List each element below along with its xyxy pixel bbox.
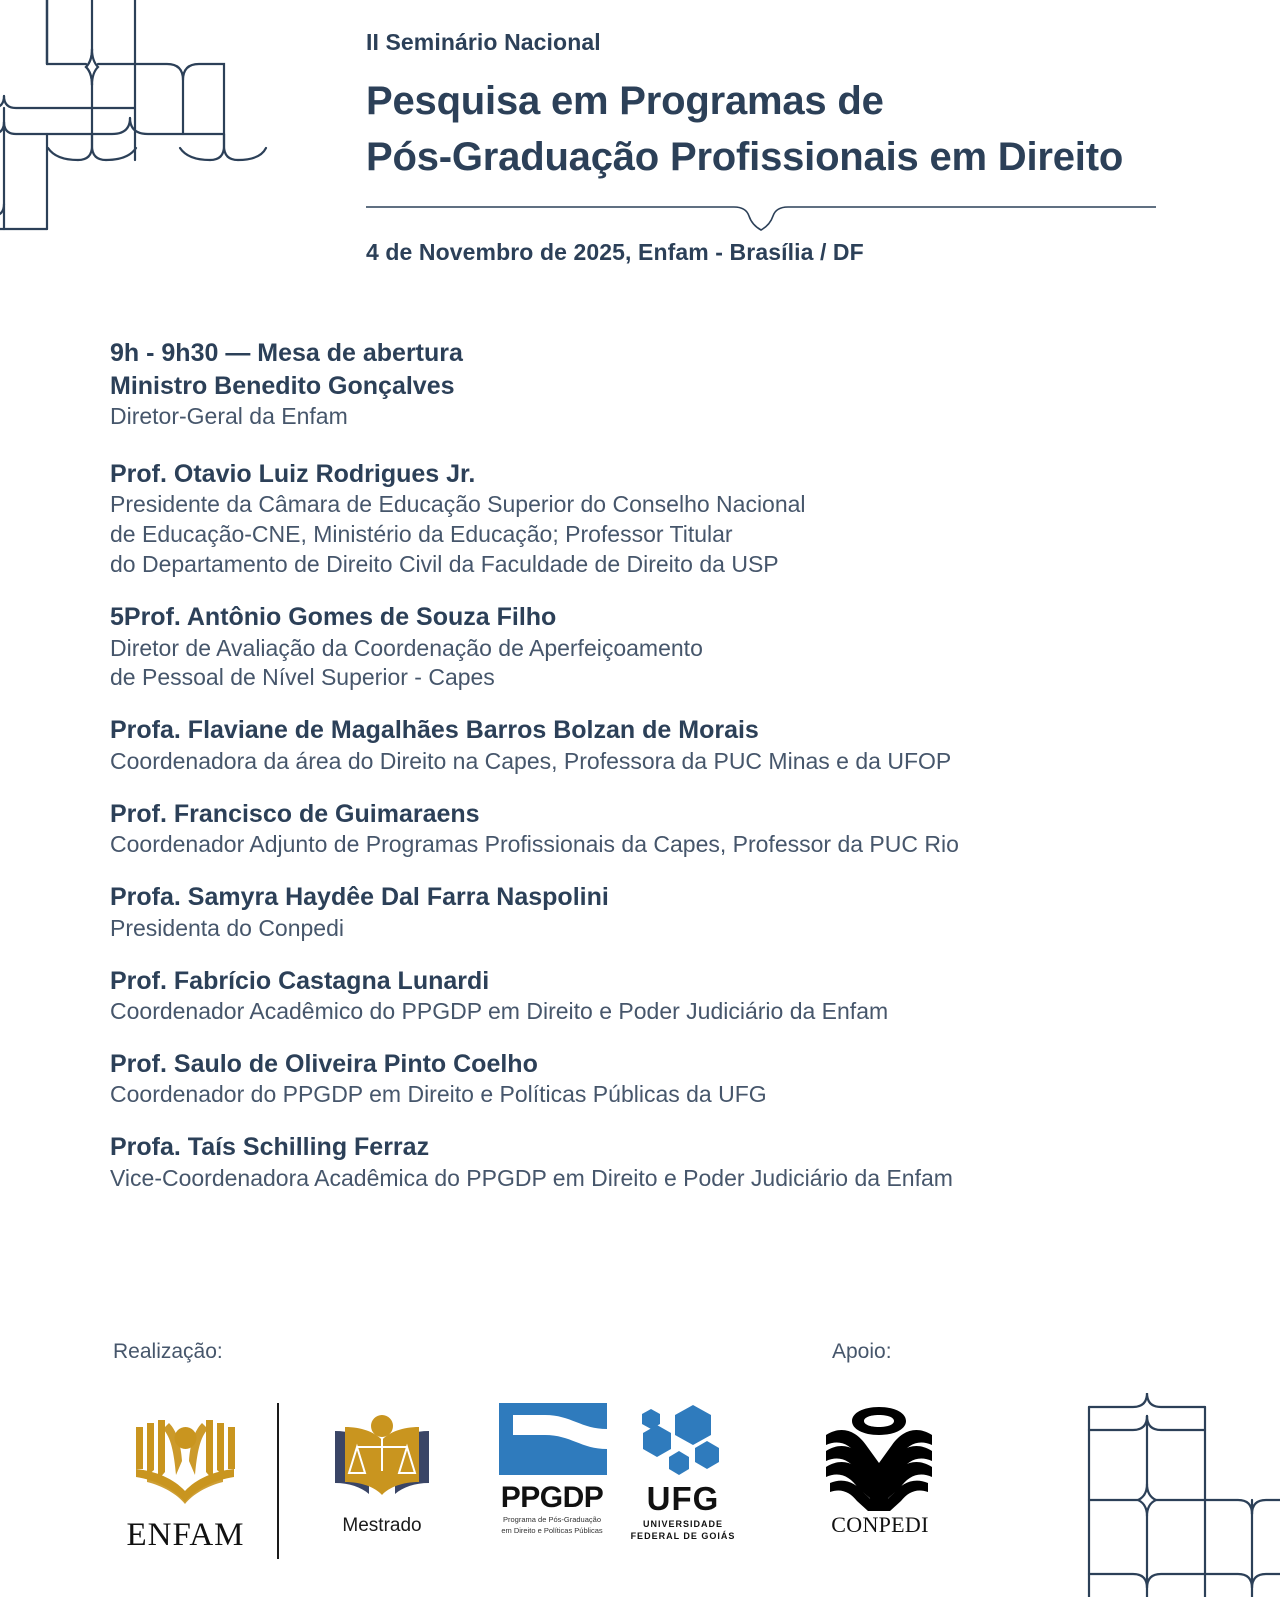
speaker-role [110, 830, 1180, 860]
speaker-name: Profa. Flaviane de Magalhães Barros Bolzan de Morais [110, 716, 759, 745]
page-title [366, 73, 1166, 185]
role-line: Coordenador Adjunto de Programas Profissionais da Capes, Professor da PUC Rio [110, 831, 959, 858]
speaker-name: Prof. Fabrício Castagna Lunardi [110, 966, 490, 995]
poster-header [366, 28, 1166, 266]
enfam-logo-caption: ENFAM [126, 1517, 245, 1553]
ufg-subtitle-line-1: UNIVERSIDADE [642, 1519, 723, 1529]
program-entry [110, 601, 1180, 693]
ppgdp-logo-caption: PPGDP [500, 1481, 604, 1514]
role-line: do Departamento de Direito Civil da Faculdade de Direito da USP [110, 551, 779, 578]
ufg-subtitle-line-2: FEDERAL DE GOIÁS [630, 1531, 736, 1542]
page-title-line-1: Pesquisa em Programas de [366, 78, 884, 123]
ufg-logo [627, 1403, 739, 1542]
enfam-book-icon [113, 1415, 258, 1510]
ufg-hexagons-icon [627, 1403, 739, 1477]
role-line: Coordenador Acadêmico do PPGDP em Direito e Poder Judiciário da Enfam [110, 998, 889, 1025]
program-entry [110, 714, 1180, 776]
speaker-name: Prof. Saulo de Oliveira Pinto Coelho [110, 1049, 538, 1078]
ppgdp-subtitle-line-1: Programa de Pós-Graduação [503, 1515, 601, 1524]
speaker-name: Profa. Samyra Haydêe Dal Farra Naspolini [110, 883, 609, 912]
role-line: Presidente da Câmara de Educação Superior do Conselho Nacional [110, 491, 806, 518]
mestrado-logo [327, 1409, 437, 1537]
speaker-role [110, 914, 1180, 944]
book-pattern-icon [0, 0, 312, 269]
conpedi-logo-caption: CONPEDI [831, 1512, 929, 1537]
enfam-logo [113, 1415, 258, 1554]
role-line: de Pessoal de Nível Superior - Capes [110, 664, 495, 691]
credits-labels [0, 1340, 1280, 1370]
speaker-role [110, 490, 1180, 580]
program-list [110, 337, 1180, 1194]
event-date-location: 4 de Novembro de 2025, Enfam - Brasília / DF [366, 238, 864, 265]
event-eyebrow: II Seminário Nacional [366, 29, 601, 55]
role-line: Diretor-Geral da Enfam [110, 403, 348, 429]
program-entry [110, 965, 1180, 1027]
speaker-role [110, 1164, 1180, 1194]
program-entry [110, 458, 1180, 580]
opening-speaker-role [110, 402, 1180, 432]
speaker-name: Prof. Otavio Luiz Rodrigues Jr. [110, 459, 476, 488]
speaker-name: Prof. Francisco de Guimaraens [110, 799, 480, 828]
sponsor-logos [0, 1395, 1280, 1575]
ppgdp-subtitle-line-2: em Direito e Políticas Públicas [501, 1525, 603, 1535]
speaker-name: Profa. Taís Schilling Ferraz [110, 1133, 430, 1162]
role-line: de Educação-CNE, Ministério da Educação; Professor Titular [110, 521, 733, 548]
mestrado-book-scales-icon [327, 1409, 437, 1509]
speaker-name: 5Prof. Antônio Gomes de Souza Filho [110, 603, 557, 632]
speaker-role [110, 634, 1180, 694]
opening-time-label: 9h - 9h30 — Mesa de abertura [110, 339, 463, 367]
role-line: Diretor de Avaliação da Coordenação de Aperfeiçoamento [110, 634, 703, 661]
program-entry [110, 798, 1180, 860]
ufg-logo-subtitle [627, 1518, 739, 1542]
ppgdp-wave-icon [499, 1403, 607, 1475]
role-line: Coordenador do PPGDP em Direito e Políticas Públicas da UFG [110, 1081, 767, 1108]
speaker-role [110, 1080, 1180, 1110]
program-entry [110, 1048, 1180, 1110]
conpedi-logo [820, 1401, 940, 1538]
program-entry [110, 1131, 1180, 1193]
page-title-line-2: Pós-Graduação Profissionais em Direito [366, 134, 1124, 179]
ufg-logo-caption: UFG [646, 1480, 720, 1517]
speaker-role [110, 997, 1180, 1027]
divider-with-notch-icon [366, 199, 1156, 233]
mestrado-logo-caption: Mestrado [342, 1515, 422, 1536]
conpedi-chevron-icon [820, 1401, 938, 1511]
apoio-label: Apoio: [832, 1340, 892, 1363]
program-entry-opening [110, 337, 1180, 432]
speaker-role [110, 747, 1180, 777]
ppgdp-logo-subtitle [492, 1515, 612, 1536]
ppgdp-logo [492, 1403, 612, 1536]
role-line: Coordenadora da área do Direito na Capes, Professora da PUC Minas e da UFOP [110, 747, 952, 774]
realizacao-label: Realização: [113, 1340, 223, 1363]
role-line: Presidenta do Conpedi [110, 914, 344, 941]
opening-speaker-name: Ministro Benedito Gonçalves [110, 371, 455, 400]
program-entry [110, 881, 1180, 943]
role-line: Vice-Coordenadora Acadêmica do PPGDP em Direito e Poder Judiciário da Enfam [110, 1164, 953, 1191]
